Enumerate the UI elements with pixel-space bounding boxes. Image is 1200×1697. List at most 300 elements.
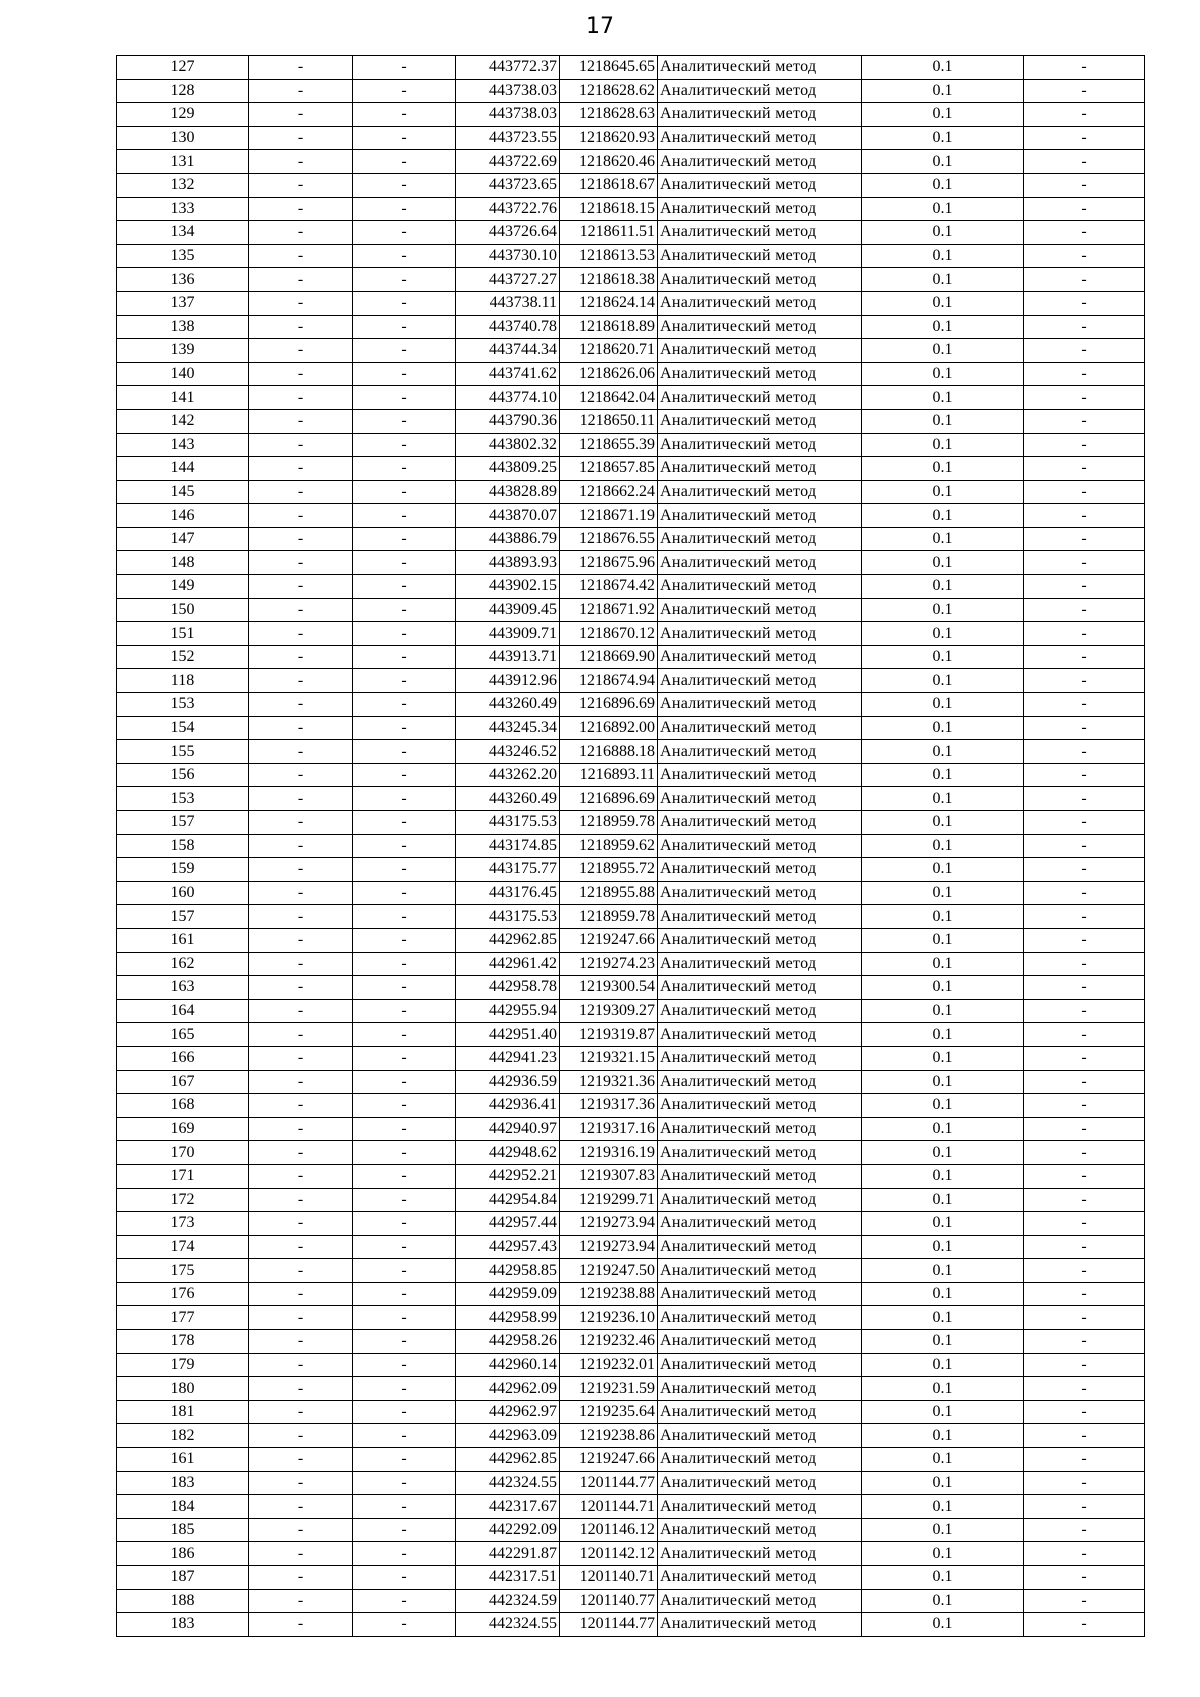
empty-cell: - (1024, 1023, 1145, 1047)
method-cell: Аналитический метод (658, 716, 862, 740)
empty-cell: - (1024, 575, 1145, 599)
empty-cell: - (1024, 409, 1145, 433)
empty-cell: - (1024, 1330, 1145, 1354)
method-cell: Аналитический метод (658, 1141, 862, 1165)
point-number-cell: 171 (117, 1164, 249, 1188)
accuracy-cell: 0.1 (862, 268, 1024, 292)
table-row (117, 669, 1145, 693)
accuracy-cell: 0.1 (862, 1613, 1024, 1637)
empty-cell: - (1024, 1542, 1145, 1566)
table-row (117, 244, 1145, 268)
empty-cell: - (249, 1188, 353, 1212)
point-number-cell: 178 (117, 1330, 249, 1354)
method-cell: Аналитический метод (658, 740, 862, 764)
method-cell: Аналитический метод (658, 1566, 862, 1590)
method-cell: Аналитический метод (658, 1471, 862, 1495)
empty-cell: - (1024, 598, 1145, 622)
x-coordinate-cell: 442962.85 (456, 1448, 560, 1472)
x-coordinate-cell: 442959.09 (456, 1282, 560, 1306)
method-cell: Аналитический метод (658, 56, 862, 80)
empty-cell: - (353, 1235, 456, 1259)
empty-cell: - (353, 1141, 456, 1165)
accuracy-cell: 0.1 (862, 1424, 1024, 1448)
x-coordinate-cell: 442317.67 (456, 1495, 560, 1519)
empty-cell: - (249, 575, 353, 599)
accuracy-cell: 0.1 (862, 221, 1024, 245)
x-coordinate-cell: 442940.97 (456, 1117, 560, 1141)
point-number-cell: 183 (117, 1613, 249, 1637)
empty-cell: - (353, 598, 456, 622)
method-cell: Аналитический метод (658, 126, 862, 150)
point-number-cell: 132 (117, 173, 249, 197)
accuracy-cell: 0.1 (862, 1353, 1024, 1377)
empty-cell: - (353, 1094, 456, 1118)
empty-cell: - (353, 56, 456, 80)
empty-cell: - (249, 740, 353, 764)
accuracy-cell: 0.1 (862, 645, 1024, 669)
empty-cell: - (1024, 1259, 1145, 1283)
table-row (117, 1235, 1145, 1259)
accuracy-cell: 0.1 (862, 1023, 1024, 1047)
table-row (117, 811, 1145, 835)
empty-cell: - (249, 1141, 353, 1165)
y-coordinate-cell: 1218618.15 (560, 197, 658, 221)
x-coordinate-cell: 442962.85 (456, 928, 560, 952)
method-cell: Аналитический метод (658, 1070, 862, 1094)
empty-cell: - (1024, 811, 1145, 835)
table-row (117, 1542, 1145, 1566)
empty-cell: - (353, 1259, 456, 1283)
method-cell: Аналитический метод (658, 669, 862, 693)
empty-cell: - (353, 1400, 456, 1424)
empty-cell: - (353, 999, 456, 1023)
empty-cell: - (249, 362, 353, 386)
empty-cell: - (353, 575, 456, 599)
point-number-cell: 144 (117, 457, 249, 481)
empty-cell: - (249, 126, 353, 150)
point-number-cell: 136 (117, 268, 249, 292)
table-row (117, 881, 1145, 905)
x-coordinate-cell: 443723.65 (456, 173, 560, 197)
empty-cell: - (1024, 669, 1145, 693)
empty-cell: - (353, 669, 456, 693)
method-cell: Аналитический метод (658, 433, 862, 457)
method-cell: Аналитический метод (658, 103, 862, 127)
y-coordinate-cell: 1216896.69 (560, 787, 658, 811)
table-row (117, 197, 1145, 221)
empty-cell: - (353, 527, 456, 551)
y-coordinate-cell: 1201144.77 (560, 1613, 658, 1637)
point-number-cell: 131 (117, 150, 249, 174)
empty-cell: - (1024, 1377, 1145, 1401)
x-coordinate-cell: 442948.62 (456, 1141, 560, 1165)
empty-cell: - (353, 173, 456, 197)
accuracy-cell: 0.1 (862, 291, 1024, 315)
empty-cell: - (249, 56, 353, 80)
empty-cell: - (249, 905, 353, 929)
y-coordinate-cell: 1201146.12 (560, 1518, 658, 1542)
table-row (117, 1448, 1145, 1472)
point-number-cell: 142 (117, 409, 249, 433)
table-row (117, 291, 1145, 315)
empty-cell: - (1024, 457, 1145, 481)
y-coordinate-cell: 1218959.62 (560, 834, 658, 858)
x-coordinate-cell: 443246.52 (456, 740, 560, 764)
x-coordinate-cell: 442957.43 (456, 1235, 560, 1259)
empty-cell: - (1024, 1495, 1145, 1519)
empty-cell: - (1024, 1471, 1145, 1495)
y-coordinate-cell: 1218955.88 (560, 881, 658, 905)
empty-cell: - (249, 1235, 353, 1259)
method-cell: Аналитический метод (658, 504, 862, 528)
x-coordinate-cell: 443175.53 (456, 811, 560, 835)
accuracy-cell: 0.1 (862, 834, 1024, 858)
empty-cell: - (1024, 1188, 1145, 1212)
empty-cell: - (353, 1164, 456, 1188)
empty-cell: - (249, 716, 353, 740)
empty-cell: - (353, 150, 456, 174)
x-coordinate-cell: 443886.79 (456, 527, 560, 551)
table-row (117, 221, 1145, 245)
y-coordinate-cell: 1219307.83 (560, 1164, 658, 1188)
empty-cell: - (353, 952, 456, 976)
accuracy-cell: 0.1 (862, 1141, 1024, 1165)
accuracy-cell: 0.1 (862, 527, 1024, 551)
empty-cell: - (249, 457, 353, 481)
method-cell: Аналитический метод (658, 457, 862, 481)
accuracy-cell: 0.1 (862, 999, 1024, 1023)
table-row (117, 1282, 1145, 1306)
accuracy-cell: 0.1 (862, 858, 1024, 882)
accuracy-cell: 0.1 (862, 1518, 1024, 1542)
table-row (117, 1259, 1145, 1283)
y-coordinate-cell: 1218657.85 (560, 457, 658, 481)
point-number-cell: 177 (117, 1306, 249, 1330)
x-coordinate-cell: 443260.49 (456, 693, 560, 717)
table-row (117, 1377, 1145, 1401)
empty-cell: - (353, 103, 456, 127)
method-cell: Аналитический метод (658, 1353, 862, 1377)
empty-cell: - (249, 1117, 353, 1141)
empty-cell: - (249, 1094, 353, 1118)
point-number-cell: 157 (117, 811, 249, 835)
empty-cell: - (249, 339, 353, 363)
table-row (117, 126, 1145, 150)
x-coordinate-cell: 443828.89 (456, 480, 560, 504)
method-cell: Аналитический метод (658, 1424, 862, 1448)
method-cell: Аналитический метод (658, 1023, 862, 1047)
table-row (117, 1330, 1145, 1354)
method-cell: Аналитический метод (658, 1589, 862, 1613)
x-coordinate-cell: 442324.59 (456, 1589, 560, 1613)
method-cell: Аналитический метод (658, 858, 862, 882)
y-coordinate-cell: 1219238.86 (560, 1424, 658, 1448)
empty-cell: - (1024, 504, 1145, 528)
empty-cell: - (353, 1424, 456, 1448)
point-number-cell: 168 (117, 1094, 249, 1118)
x-coordinate-cell: 443738.11 (456, 291, 560, 315)
empty-cell: - (249, 811, 353, 835)
y-coordinate-cell: 1216893.11 (560, 763, 658, 787)
table-row (117, 1495, 1145, 1519)
empty-cell: - (249, 480, 353, 504)
empty-cell: - (1024, 527, 1145, 551)
empty-cell: - (1024, 1282, 1145, 1306)
y-coordinate-cell: 1218628.62 (560, 79, 658, 103)
point-number-cell: 161 (117, 928, 249, 952)
y-coordinate-cell: 1218620.93 (560, 126, 658, 150)
accuracy-cell: 0.1 (862, 551, 1024, 575)
table-row (117, 1613, 1145, 1637)
point-number-cell: 173 (117, 1212, 249, 1236)
empty-cell: - (353, 551, 456, 575)
table-row (117, 1424, 1145, 1448)
empty-cell: - (1024, 126, 1145, 150)
x-coordinate-cell: 443245.34 (456, 716, 560, 740)
method-cell: Аналитический метод (658, 1518, 862, 1542)
coordinates-table (116, 55, 1145, 1637)
x-coordinate-cell: 442958.78 (456, 976, 560, 1000)
table-row (117, 409, 1145, 433)
y-coordinate-cell: 1219235.64 (560, 1400, 658, 1424)
empty-cell: - (353, 386, 456, 410)
table-row (117, 433, 1145, 457)
empty-cell: - (249, 999, 353, 1023)
x-coordinate-cell: 443174.85 (456, 834, 560, 858)
method-cell: Аналитический метод (658, 693, 862, 717)
empty-cell: - (249, 197, 353, 221)
empty-cell: - (353, 1188, 456, 1212)
accuracy-cell: 0.1 (862, 197, 1024, 221)
point-number-cell: 141 (117, 386, 249, 410)
method-cell: Аналитический метод (658, 1117, 862, 1141)
x-coordinate-cell: 443738.03 (456, 79, 560, 103)
y-coordinate-cell: 1218959.78 (560, 811, 658, 835)
empty-cell: - (249, 1471, 353, 1495)
empty-cell: - (1024, 881, 1145, 905)
point-number-cell: 179 (117, 1353, 249, 1377)
point-number-cell: 186 (117, 1542, 249, 1566)
method-cell: Аналитический метод (658, 1613, 862, 1637)
y-coordinate-cell: 1218620.71 (560, 339, 658, 363)
table-row (117, 928, 1145, 952)
accuracy-cell: 0.1 (862, 881, 1024, 905)
y-coordinate-cell: 1219232.01 (560, 1353, 658, 1377)
accuracy-cell: 0.1 (862, 763, 1024, 787)
table-row (117, 1306, 1145, 1330)
y-coordinate-cell: 1219274.23 (560, 952, 658, 976)
method-cell: Аналитический метод (658, 362, 862, 386)
method-cell: Аналитический метод (658, 1235, 862, 1259)
x-coordinate-cell: 442958.99 (456, 1306, 560, 1330)
table-body (117, 56, 1145, 1637)
point-number-cell: 137 (117, 291, 249, 315)
empty-cell: - (249, 1023, 353, 1047)
accuracy-cell: 0.1 (862, 1542, 1024, 1566)
point-number-cell: 188 (117, 1589, 249, 1613)
method-cell: Аналитический метод (658, 1400, 862, 1424)
accuracy-cell: 0.1 (862, 362, 1024, 386)
method-cell: Аналитический метод (658, 291, 862, 315)
empty-cell: - (353, 1306, 456, 1330)
y-coordinate-cell: 1219232.46 (560, 1330, 658, 1354)
empty-cell: - (1024, 1306, 1145, 1330)
x-coordinate-cell: 443870.07 (456, 504, 560, 528)
y-coordinate-cell: 1218618.89 (560, 315, 658, 339)
empty-cell: - (1024, 1518, 1145, 1542)
point-number-cell: 134 (117, 221, 249, 245)
y-coordinate-cell: 1218650.11 (560, 409, 658, 433)
empty-cell: - (249, 1282, 353, 1306)
x-coordinate-cell: 443809.25 (456, 457, 560, 481)
table-row (117, 1046, 1145, 1070)
empty-cell: - (1024, 551, 1145, 575)
table-row (117, 56, 1145, 80)
point-number-cell: 170 (117, 1141, 249, 1165)
y-coordinate-cell: 1218674.94 (560, 669, 658, 693)
empty-cell: - (1024, 1353, 1145, 1377)
accuracy-cell: 0.1 (862, 1306, 1024, 1330)
empty-cell: - (353, 1377, 456, 1401)
y-coordinate-cell: 1219309.27 (560, 999, 658, 1023)
x-coordinate-cell: 442961.42 (456, 952, 560, 976)
table-row (117, 1589, 1145, 1613)
table-row (117, 1212, 1145, 1236)
method-cell: Аналитический метод (658, 1542, 862, 1566)
x-coordinate-cell: 442941.23 (456, 1046, 560, 1070)
accuracy-cell: 0.1 (862, 433, 1024, 457)
point-number-cell: 182 (117, 1424, 249, 1448)
accuracy-cell: 0.1 (862, 480, 1024, 504)
y-coordinate-cell: 1216888.18 (560, 740, 658, 764)
table-row (117, 1400, 1145, 1424)
empty-cell: - (249, 1400, 353, 1424)
table-row (117, 339, 1145, 363)
empty-cell: - (249, 79, 353, 103)
y-coordinate-cell: 1219236.10 (560, 1306, 658, 1330)
table-row (117, 834, 1145, 858)
empty-cell: - (1024, 291, 1145, 315)
point-number-cell: 172 (117, 1188, 249, 1212)
accuracy-cell: 0.1 (862, 928, 1024, 952)
accuracy-cell: 0.1 (862, 905, 1024, 929)
table-row (117, 905, 1145, 929)
point-number-cell: 181 (117, 1400, 249, 1424)
y-coordinate-cell: 1216892.00 (560, 716, 658, 740)
empty-cell: - (249, 881, 353, 905)
y-coordinate-cell: 1219321.15 (560, 1046, 658, 1070)
x-coordinate-cell: 443909.71 (456, 622, 560, 646)
method-cell: Аналитический метод (658, 1046, 862, 1070)
accuracy-cell: 0.1 (862, 1448, 1024, 1472)
empty-cell: - (1024, 905, 1145, 929)
table-row (117, 1566, 1145, 1590)
x-coordinate-cell: 442952.21 (456, 1164, 560, 1188)
empty-cell: - (249, 409, 353, 433)
x-coordinate-cell: 443260.49 (456, 787, 560, 811)
x-coordinate-cell: 443790.36 (456, 409, 560, 433)
method-cell: Аналитический метод (658, 221, 862, 245)
accuracy-cell: 0.1 (862, 1235, 1024, 1259)
empty-cell: - (1024, 999, 1145, 1023)
empty-cell: - (249, 315, 353, 339)
empty-cell: - (1024, 976, 1145, 1000)
empty-cell: - (1024, 1424, 1145, 1448)
table-row (117, 1141, 1145, 1165)
table-row (117, 1188, 1145, 1212)
empty-cell: - (1024, 197, 1145, 221)
empty-cell: - (1024, 386, 1145, 410)
table-row (117, 103, 1145, 127)
empty-cell: - (353, 126, 456, 150)
empty-cell: - (1024, 716, 1145, 740)
accuracy-cell: 0.1 (862, 976, 1024, 1000)
empty-cell: - (353, 433, 456, 457)
empty-cell: - (1024, 1448, 1145, 1472)
accuracy-cell: 0.1 (862, 409, 1024, 433)
x-coordinate-cell: 442962.09 (456, 1377, 560, 1401)
table-row (117, 268, 1145, 292)
empty-cell: - (353, 339, 456, 363)
empty-cell: - (353, 645, 456, 669)
accuracy-cell: 0.1 (862, 1400, 1024, 1424)
y-coordinate-cell: 1219247.66 (560, 928, 658, 952)
empty-cell: - (353, 1212, 456, 1236)
table-row (117, 386, 1145, 410)
table-row (117, 1164, 1145, 1188)
x-coordinate-cell: 443262.20 (456, 763, 560, 787)
y-coordinate-cell: 1218626.06 (560, 362, 658, 386)
empty-cell: - (1024, 221, 1145, 245)
y-coordinate-cell: 1218676.55 (560, 527, 658, 551)
y-coordinate-cell: 1218618.67 (560, 173, 658, 197)
point-number-cell: 162 (117, 952, 249, 976)
empty-cell: - (1024, 1070, 1145, 1094)
x-coordinate-cell: 443744.34 (456, 339, 560, 363)
x-coordinate-cell: 443772.37 (456, 56, 560, 80)
y-coordinate-cell: 1219300.54 (560, 976, 658, 1000)
table-row (117, 527, 1145, 551)
x-coordinate-cell: 442324.55 (456, 1613, 560, 1637)
x-coordinate-cell: 442324.55 (456, 1471, 560, 1495)
empty-cell: - (353, 881, 456, 905)
empty-cell: - (353, 834, 456, 858)
point-number-cell: 150 (117, 598, 249, 622)
accuracy-cell: 0.1 (862, 103, 1024, 127)
page-number: 17 (586, 14, 614, 39)
point-number-cell: 151 (117, 622, 249, 646)
x-coordinate-cell: 442962.97 (456, 1400, 560, 1424)
empty-cell: - (1024, 244, 1145, 268)
x-coordinate-cell: 442292.09 (456, 1518, 560, 1542)
y-coordinate-cell: 1201140.77 (560, 1589, 658, 1613)
accuracy-cell: 0.1 (862, 1566, 1024, 1590)
method-cell: Аналитический метод (658, 645, 862, 669)
x-coordinate-cell: 443176.45 (456, 881, 560, 905)
method-cell: Аналитический метод (658, 763, 862, 787)
empty-cell: - (1024, 362, 1145, 386)
y-coordinate-cell: 1218670.12 (560, 622, 658, 646)
y-coordinate-cell: 1218674.42 (560, 575, 658, 599)
table-row (117, 858, 1145, 882)
empty-cell: - (1024, 150, 1145, 174)
accuracy-cell: 0.1 (862, 952, 1024, 976)
empty-cell: - (249, 1164, 353, 1188)
x-coordinate-cell: 442936.59 (456, 1070, 560, 1094)
x-coordinate-cell: 443722.76 (456, 197, 560, 221)
point-number-cell: 128 (117, 79, 249, 103)
empty-cell: - (1024, 268, 1145, 292)
